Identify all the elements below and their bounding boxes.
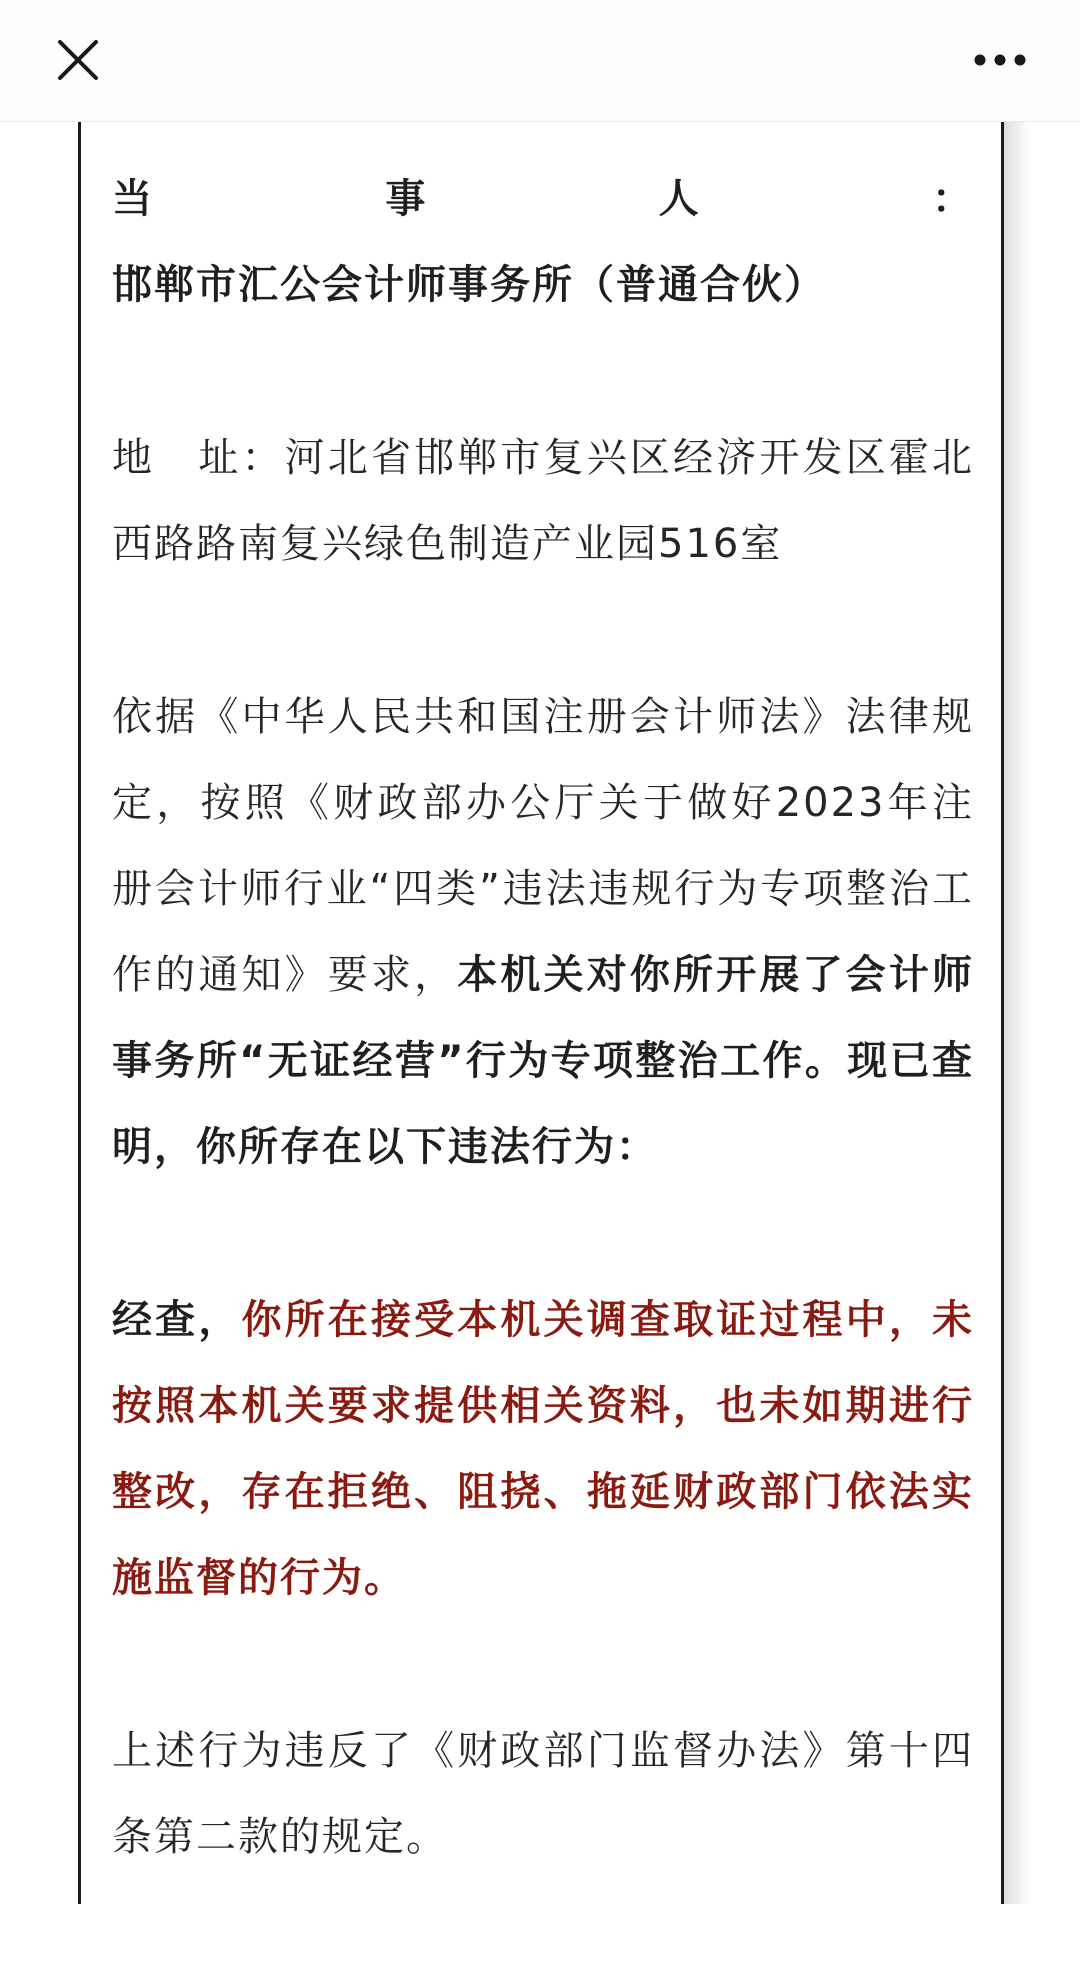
violation-paragraph: [112, 1708, 974, 1880]
party-name: 邯郸市汇公会计师事务所（普通合伙）: [112, 262, 826, 308]
document-content: [112, 156, 974, 1967]
close-icon: [52, 34, 104, 86]
address-value: 河北省邯郸市复兴区经济开发区霍北西路路南复兴绿色制造产业园516室: [112, 435, 975, 567]
top-navigation-bar: [0, 0, 1080, 122]
basis-paragraph: [112, 674, 974, 1190]
finding-prefix: 经查，: [112, 1297, 242, 1343]
basis-bold-text: 本机关对你所开展了会计师事务所“无证经营”行为专项整治工作。现已查明，你所存在以下违法行为：: [112, 952, 975, 1170]
address-paragraph: [112, 415, 974, 587]
address-label: 地 址：: [112, 435, 285, 481]
finding-highlight: 你所在接受本机关调查取证过程中，未按照本机关要求提供相关资料，也未如期进行整改，存在拒绝、阻挠、拖延财政部门依法实施监督的行为。: [112, 1297, 975, 1601]
more-options-button[interactable]: [972, 44, 1028, 76]
basis-text: 依据《中华人民共和国注册会计师法》法律规定，按照《财政部办公厅关于做好2023年注册会计师行业“四类”违法违规行为专项整治工作的通知》要求，: [112, 694, 974, 998]
party-label: 当事人：: [112, 176, 974, 222]
document-shadow: [1002, 121, 1030, 1904]
close-button[interactable]: [52, 34, 104, 86]
more-horizontal-icon: [972, 44, 1028, 76]
document-frame: [78, 121, 1004, 1904]
violation-text: 上述行为违反了《财政部门监督办法》第十四条第二款的规定。: [112, 1728, 974, 1860]
finding-paragraph: [112, 1277, 974, 1621]
party-paragraph: [112, 156, 974, 328]
